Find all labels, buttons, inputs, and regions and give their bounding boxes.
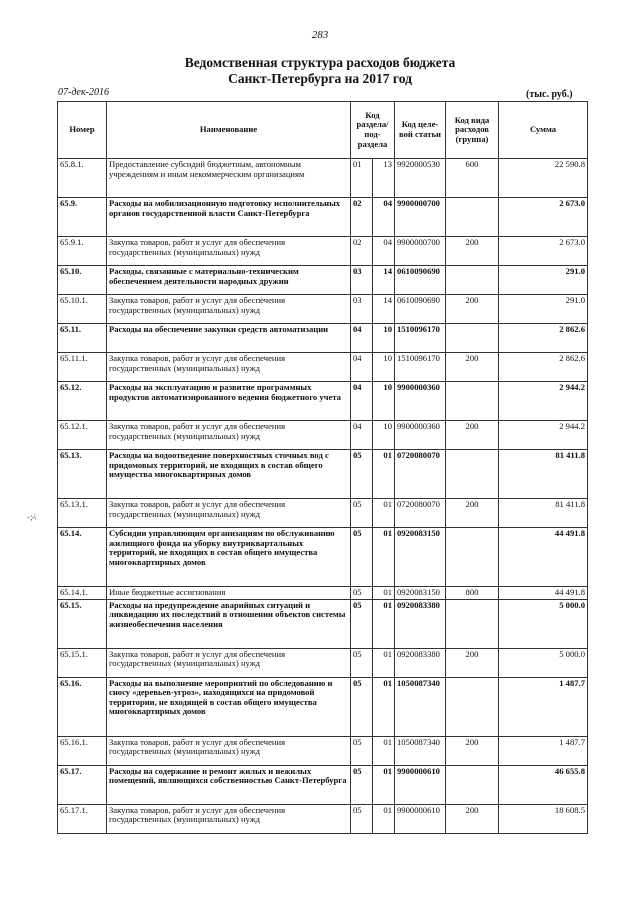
table-row <box>58 353 588 382</box>
row-subsection: 01 <box>373 499 395 528</box>
row-section: 02 <box>351 198 373 237</box>
row-article-code: 1050087340 <box>395 736 446 765</box>
row-number: 65.11. <box>58 324 107 353</box>
row-sum: 44 491.8 <box>499 528 588 587</box>
row-section: 05 <box>351 587 373 600</box>
row-article-code: 1510096170 <box>395 324 446 353</box>
row-article-code: 0920083380 <box>395 648 446 677</box>
row-number: 65.16.1. <box>58 736 107 765</box>
row-sum: 81 411.8 <box>499 450 588 499</box>
row-sum: 2 944.2 <box>499 382 588 421</box>
table-row <box>58 237 588 266</box>
row-section: 04 <box>351 353 373 382</box>
row-expense-type: 600 <box>446 159 499 198</box>
row-subsection: 10 <box>373 353 395 382</box>
row-section: 02 <box>351 237 373 266</box>
table-row <box>58 295 588 324</box>
row-expense-type: 200 <box>446 295 499 324</box>
row-number: 65.17.1. <box>58 804 107 833</box>
row-name: Закупка товаров, работ и услуг для обеспечения государственных (муниципальных) нужд <box>107 499 351 528</box>
row-subsection: 01 <box>373 599 395 648</box>
table-row <box>58 382 588 421</box>
row-article-code: 0610090690 <box>395 266 446 295</box>
row-number: 65.9.1. <box>58 237 107 266</box>
table-row <box>58 677 588 736</box>
row-section: 04 <box>351 324 373 353</box>
row-sum: 2 862.6 <box>499 324 588 353</box>
row-article-code: 1050087340 <box>395 677 446 736</box>
row-subsection: 01 <box>373 450 395 499</box>
row-section: 04 <box>351 382 373 421</box>
document-title <box>0 55 640 87</box>
row-expense-type: 800 <box>446 587 499 600</box>
row-article-code: 9900000360 <box>395 421 446 450</box>
row-number: 65.16. <box>58 677 107 736</box>
row-expense-type <box>446 450 499 499</box>
row-sum: 46 655.8 <box>499 765 588 804</box>
table-row <box>58 804 588 833</box>
row-name: Закупка товаров, работ и услуг для обеспечения государственных (муниципальных) нужд <box>107 353 351 382</box>
row-number: 65.12.1. <box>58 421 107 450</box>
row-number: 65.13. <box>58 450 107 499</box>
header-section: Код раздела/ под-раздела <box>351 102 395 159</box>
row-sum: 291.0 <box>499 295 588 324</box>
row-expense-type <box>446 324 499 353</box>
row-number: 65.12. <box>58 382 107 421</box>
row-name: Закупка товаров, работ и услуг для обеспечения государственных (муниципальных) нужд <box>107 736 351 765</box>
row-subsection: 01 <box>373 528 395 587</box>
row-section: 05 <box>351 499 373 528</box>
row-number: 65.8.1. <box>58 159 107 198</box>
row-section: 05 <box>351 804 373 833</box>
row-name: Расходы, связанные с материально-техническим обеспечением деятельности народных дружин <box>107 266 351 295</box>
row-section: 05 <box>351 736 373 765</box>
table-body <box>58 159 588 834</box>
row-number: 65.13.1. <box>58 499 107 528</box>
row-expense-type <box>446 528 499 587</box>
row-sum: 291.0 <box>499 266 588 295</box>
row-sum: 2 862.6 <box>499 353 588 382</box>
row-subsection: 10 <box>373 382 395 421</box>
row-expense-type: 200 <box>446 804 499 833</box>
row-expense-type <box>446 599 499 648</box>
row-section: 04 <box>351 421 373 450</box>
row-section: 01 <box>351 159 373 198</box>
row-name: Расходы на выполнение мероприятий по обследованию и сносу «деревьев-угроз», находящихся на придомовой территории, не входящей в состав общего имущества многоквартирных домов <box>107 677 351 736</box>
row-section: 03 <box>351 295 373 324</box>
row-section: 05 <box>351 677 373 736</box>
row-number: 65.10. <box>58 266 107 295</box>
row-subsection: 04 <box>373 198 395 237</box>
row-expense-type: 200 <box>446 237 499 266</box>
row-number: 65.11.1. <box>58 353 107 382</box>
table-row <box>58 159 588 198</box>
table-row <box>58 499 588 528</box>
row-name: Расходы на содержание и ремонт жилых и нежилых помещений, являющихся собственностью Санкт-Петербурга <box>107 765 351 804</box>
row-article-code: 0920083150 <box>395 587 446 600</box>
row-sum: 2 944.2 <box>499 421 588 450</box>
table-row <box>58 648 588 677</box>
row-name: Расходы на водоотведение поверхностных сточных вод с придомовых территорий, не входящих в состав общего имущества многоквартирных домов <box>107 450 351 499</box>
row-sum: 22 590.8 <box>499 159 588 198</box>
row-name: Предоставление субсидий бюджетным, автономным учреждениям и иным некоммерческим организациям <box>107 159 351 198</box>
row-article-code: 0920083150 <box>395 528 446 587</box>
row-sum: 2 673.0 <box>499 198 588 237</box>
row-sum: 44 491.8 <box>499 587 588 600</box>
row-subsection: 14 <box>373 295 395 324</box>
header-number: Номер <box>58 102 107 159</box>
page-number: 283 <box>311 29 329 41</box>
row-expense-type <box>446 382 499 421</box>
row-expense-type <box>446 765 499 804</box>
row-subsection: 01 <box>373 804 395 833</box>
margin-marks: - ;-\ <box>27 512 36 522</box>
row-article-code: 0720080070 <box>395 450 446 499</box>
budget-table <box>57 101 588 834</box>
row-name: Расходы на мобилизационную подготовку исполнительных органов государственной власти Санкт-Петербурга <box>107 198 351 237</box>
row-number: 65.14. <box>58 528 107 587</box>
row-name: Закупка товаров, работ и услуг для обеспечения государственных (муниципальных) нужд <box>107 421 351 450</box>
row-number: 65.9. <box>58 198 107 237</box>
row-name: Расходы на эксплуатацию и развитие программных продуктов автоматизированного ведения бюджетного учета <box>107 382 351 421</box>
row-section: 05 <box>351 450 373 499</box>
row-article-code: 9920000530 <box>395 159 446 198</box>
row-subsection: 04 <box>373 237 395 266</box>
row-sum: 2 673.0 <box>499 237 588 266</box>
row-article-code: 0920083380 <box>395 599 446 648</box>
title-line-2: Санкт-Петербурга на 2017 год <box>228 71 412 86</box>
table-row <box>58 450 588 499</box>
row-section: 05 <box>351 599 373 648</box>
row-subsection: 01 <box>373 765 395 804</box>
units-label: (тыс. руб.) <box>526 89 573 100</box>
table-row <box>58 528 588 587</box>
table-row <box>58 599 588 648</box>
row-article-code: 0610090690 <box>395 295 446 324</box>
row-name: Субсидии управляющим организациям по обслуживанию жилищного фонда на уборку внутриквартальных территорий, не входящих в состав общего имущества многоквартирных домов <box>107 528 351 587</box>
table-row <box>58 198 588 237</box>
row-number: 65.17. <box>58 765 107 804</box>
row-name: Закупка товаров, работ и услуг для обеспечения государственных (муниципальных) нужд <box>107 804 351 833</box>
row-subsection: 01 <box>373 587 395 600</box>
row-section: 05 <box>351 648 373 677</box>
row-subsection: 01 <box>373 677 395 736</box>
document-date: 07-дек-2016 <box>58 87 109 98</box>
header-sum: Сумма <box>499 102 588 159</box>
row-subsection: 10 <box>373 324 395 353</box>
row-sum: 18 608.5 <box>499 804 588 833</box>
table-row <box>58 266 588 295</box>
row-subsection: 01 <box>373 736 395 765</box>
table-row <box>58 736 588 765</box>
header-expense-type: Код вида расходов (группа) <box>446 102 499 159</box>
row-expense-type: 200 <box>446 353 499 382</box>
row-article-code: 9900000700 <box>395 237 446 266</box>
row-name: Закупка товаров, работ и услуг для обеспечения государственных (муниципальных) нужд <box>107 295 351 324</box>
row-sum: 81 411.8 <box>499 499 588 528</box>
row-article-code: 9900000360 <box>395 382 446 421</box>
row-name: Расходы на предупреждение аварийных ситуаций и ликвидацию их последствий в отношении объектов системы жизнеобеспечения населения <box>107 599 351 648</box>
row-article-code: 9900000610 <box>395 765 446 804</box>
row-name: Расходы на обеспечение закупки средств автоматизации <box>107 324 351 353</box>
title-line-1: Ведомственная структура расходов бюджета <box>184 55 456 70</box>
row-number: 65.14.1. <box>58 587 107 600</box>
row-number: 65.10.1. <box>58 295 107 324</box>
row-name: Закупка товаров, работ и услуг для обеспечения государственных (муниципальных) нужд <box>107 237 351 266</box>
row-article-code: 0720080070 <box>395 499 446 528</box>
row-expense-type: 200 <box>446 736 499 765</box>
row-sum: 5 000.0 <box>499 648 588 677</box>
row-sum: 1 487.7 <box>499 736 588 765</box>
row-expense-type: 200 <box>446 499 499 528</box>
header-name: Наименование <box>107 102 351 159</box>
row-expense-type: 200 <box>446 421 499 450</box>
row-expense-type <box>446 677 499 736</box>
row-expense-type <box>446 266 499 295</box>
row-expense-type <box>446 198 499 237</box>
table-row <box>58 421 588 450</box>
table-header-row <box>58 102 588 159</box>
row-article-code: 9900000610 <box>395 804 446 833</box>
row-subsection: 13 <box>373 159 395 198</box>
table-row <box>58 587 588 600</box>
row-number: 65.15.1. <box>58 648 107 677</box>
row-section: 03 <box>351 266 373 295</box>
row-name: Иные бюджетные ассигнования <box>107 587 351 600</box>
row-subsection: 10 <box>373 421 395 450</box>
row-sum: 5 000.0 <box>499 599 588 648</box>
row-sum: 1 487.7 <box>499 677 588 736</box>
row-article-code: 9900000700 <box>395 198 446 237</box>
row-number: 65.15. <box>58 599 107 648</box>
row-section: 05 <box>351 528 373 587</box>
row-subsection: 01 <box>373 648 395 677</box>
header-article: Код целе-вой статьи <box>395 102 446 159</box>
row-name: Закупка товаров, работ и услуг для обеспечения государственных (муниципальных) нужд <box>107 648 351 677</box>
table-row <box>58 324 588 353</box>
table-row <box>58 765 588 804</box>
row-expense-type: 200 <box>446 648 499 677</box>
row-section: 05 <box>351 765 373 804</box>
row-subsection: 14 <box>373 266 395 295</box>
row-article-code: 1510096170 <box>395 353 446 382</box>
